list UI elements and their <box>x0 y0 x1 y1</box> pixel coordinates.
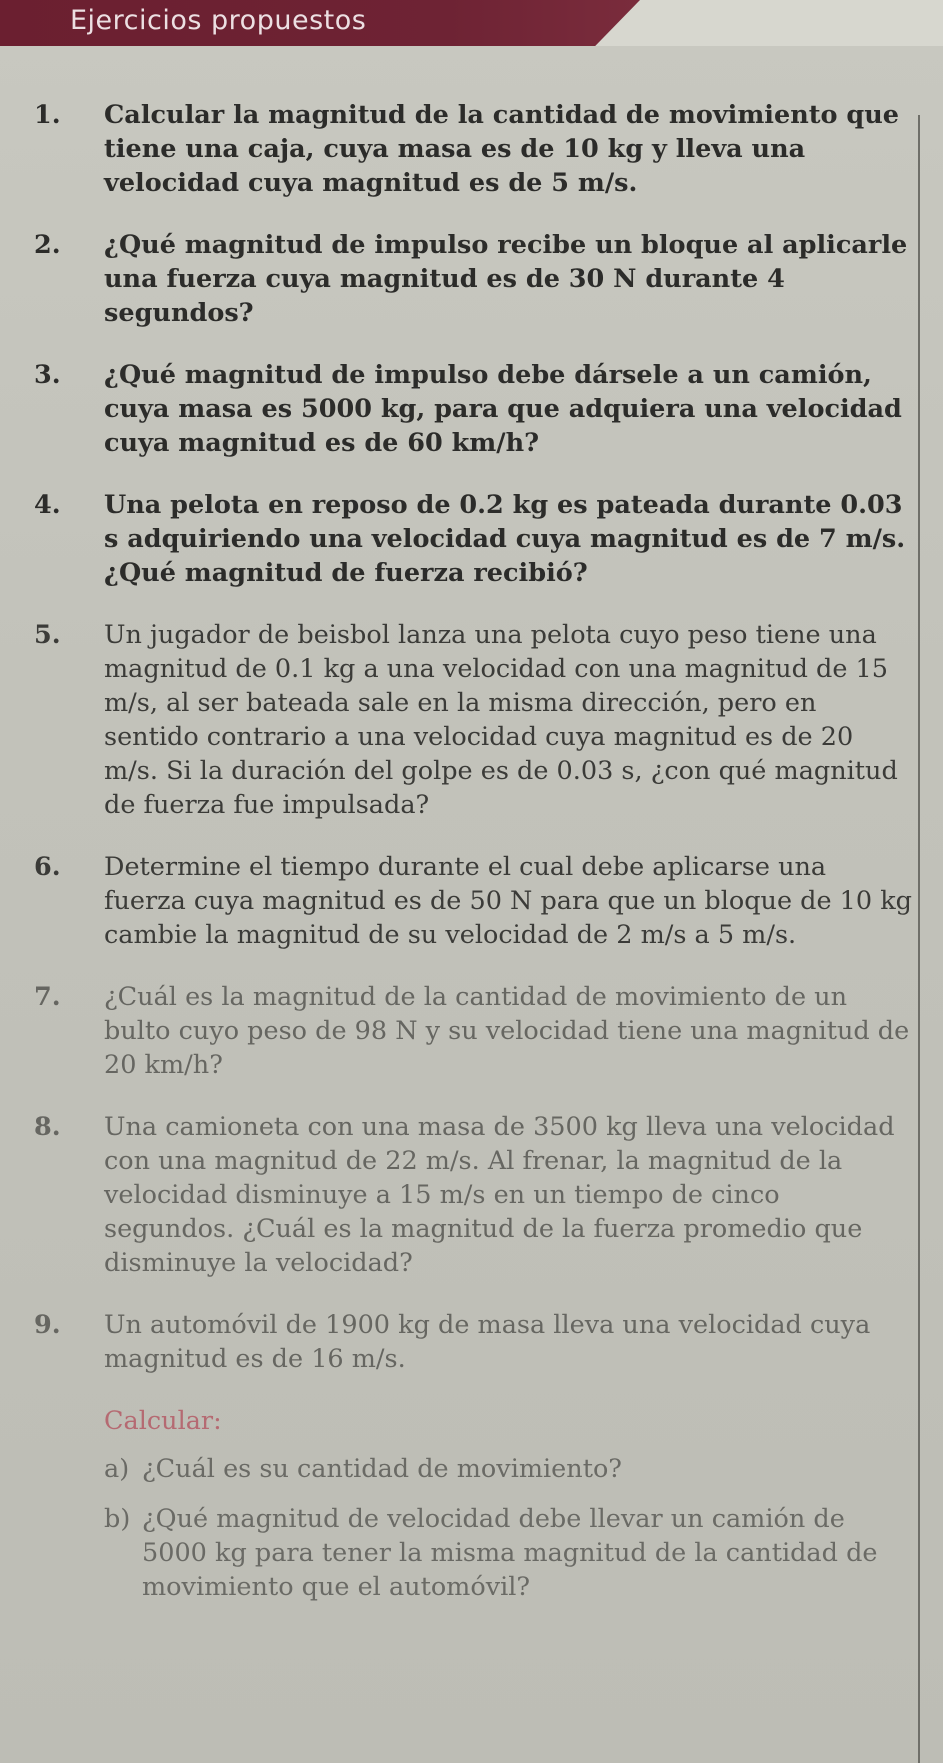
exercise-text: Calcular la magnitud de la cantidad de movimiento que tiene una caja, cuya masa es de 10 kg y lleva una velocidad cuya magnitud es de 5 m/s. <box>104 100 900 198</box>
exercise-5 <box>34 618 912 822</box>
right-margin-rule <box>918 115 920 1763</box>
exercise-text: Un automóvil de 1900 kg de masa lleva una velocidad cuya magnitud es de 16 m/s. <box>104 1310 871 1374</box>
exercise-8 <box>34 1110 912 1280</box>
calculate-label: Calcular: <box>104 1406 222 1436</box>
subitem-text: ¿Qué magnitud de velocidad debe llevar un camión de 5000 kg para tener la misma magnitud de la cantidad de movimiento que el automóvil? <box>142 1504 878 1602</box>
exercise-number: 3. <box>34 360 61 390</box>
exercise-text: Un jugador de beisbol lanza una pelota cuyo peso tiene una magnitud de 0.1 kg a una velocidad con una magnitud de 15 m/s, al ser bateada sale en la misma dirección, pero en sentido contrario a una velocidad cuya magnitud es de 20 m/s. Si la duración del golpe es de 0.03 s, ¿con qué magnitud de fuerza fue impulsada? <box>104 620 898 820</box>
exercise-number: 5. <box>34 620 61 650</box>
exercise-1 <box>34 98 912 200</box>
subitem-text: ¿Cuál es su cantidad de movimiento? <box>142 1454 622 1484</box>
exercise-7 <box>34 980 912 1082</box>
exercise-number: 7. <box>34 982 61 1012</box>
subitem-letter: a) <box>104 1454 130 1484</box>
exercise-number: 4. <box>34 490 61 520</box>
subitem-a <box>34 1452 912 1486</box>
exercise-3 <box>34 358 912 460</box>
exercise-list <box>34 98 912 1620</box>
exercise-number: 9. <box>34 1310 61 1340</box>
subitem-b <box>34 1502 912 1604</box>
exercise-number: 6. <box>34 852 61 882</box>
exercise-9 <box>34 1308 912 1376</box>
exercise-text: ¿Cuál es la magnitud de la cantidad de movimiento de un bulto cuyo peso de 98 N y su velocidad tiene una magnitud de 20 km/h? <box>104 982 910 1080</box>
exercise-6 <box>34 850 912 952</box>
exercise-text: Determine el tiempo durante el cual debe aplicarse una fuerza cuya magnitud es de 50 N para que un bloque de 10 kg cambie la magnitud de su velocidad de 2 m/s a 5 m/s. <box>104 852 913 950</box>
exercise-text: Una pelota en reposo de 0.2 kg es pateada durante 0.03 s adquiriendo una velocidad cuya magnitud es de 7 m/s. ¿Qué magnitud de fuerza recibió? <box>104 490 906 588</box>
exercise-2 <box>34 228 912 330</box>
exercise-text: ¿Qué magnitud de impulso recibe un bloque al aplicarle una fuerza cuya magnitud es de 30 N durante 4 segundos? <box>104 230 908 328</box>
exercise-text: Una camioneta con una masa de 3500 kg lleva una velocidad con una magnitud de 22 m/s. Al frenar, la magnitud de la velocidad disminuye a 15 m/s en un tiempo de cinco segundos. ¿Cuál es la magnitud de la fuerza promedio que disminuye la velocidad? <box>104 1112 895 1278</box>
exercise-number: 2. <box>34 230 61 260</box>
exercise-number: 1. <box>34 100 61 130</box>
exercise-number: 8. <box>34 1112 61 1142</box>
exercise-4 <box>34 488 912 590</box>
subitem-letter: b) <box>104 1504 131 1534</box>
section-title: Ejercicios propuestos <box>70 5 367 36</box>
exercise-text: ¿Qué magnitud de impulso debe dársele a un camión, cuya masa es 5000 kg, para que adquiera una velocidad cuya magnitud es de 60 km/h? <box>104 360 902 458</box>
